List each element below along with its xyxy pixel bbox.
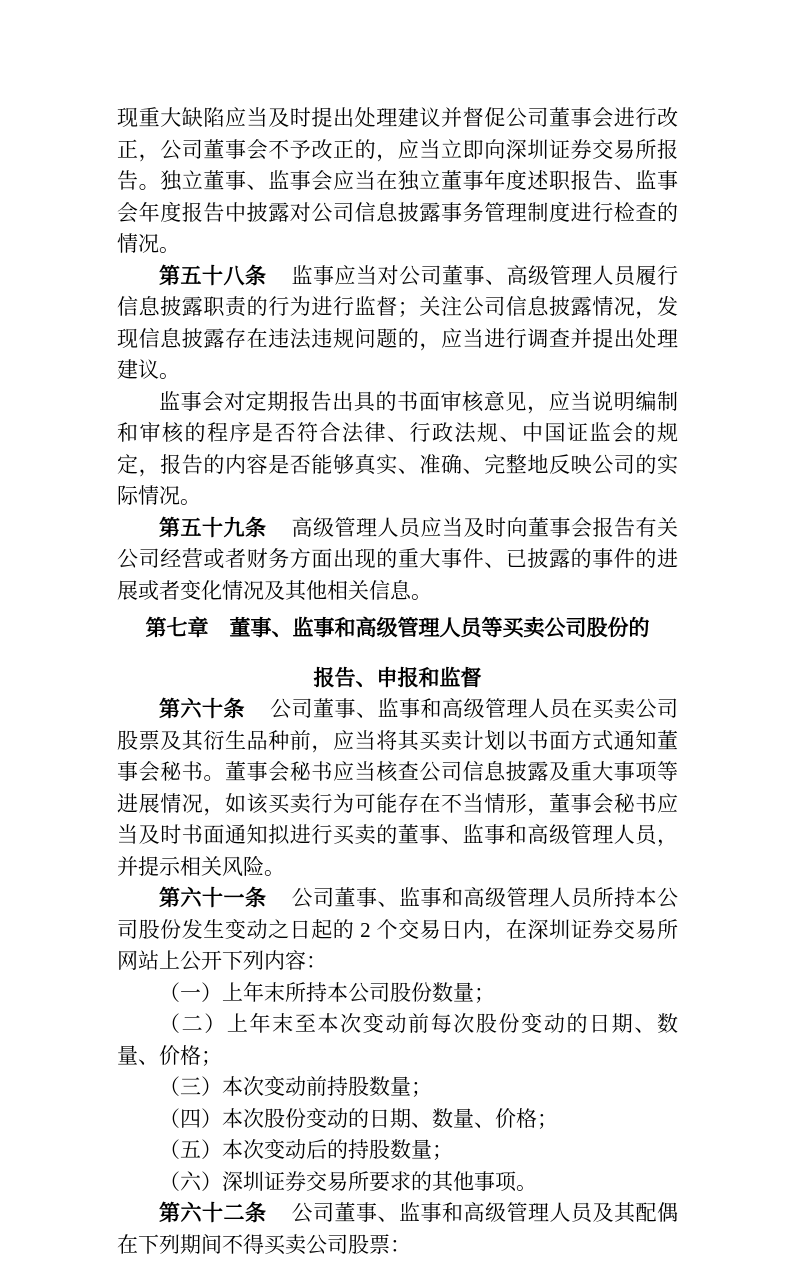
article-number: 第五十八条 — [159, 263, 267, 288]
paragraph-text: 现重大缺陷应当及时提出处理建议并督促公司董事会进行改正，公司董事会不予改正的，应当立即向深圳证券交易所报告。独立董事、监事会应当在独立董事年度述职报告、监事会年度报告中披露对公司信息披露事务管理制度进行检查的情况。 — [117, 106, 678, 256]
paragraph-text: （二）上年末至本次变动前每次股份变动的日期、数量、价格； — [117, 1012, 678, 1068]
paragraph-text: 公司董事、监事和高级管理人员在买卖公司股票及其衍生品种前，应当将其买卖计划以书面方式通知董事会秘书。董事会秘书应当核查公司信息披露及重大事项等进展情况，如该买卖行为可能存在不当情形，董事会秘书应当及时书面通知拟进行买卖的董事、监事和高级管理人员，并提示相关风险。 — [117, 697, 678, 879]
paragraph-text: 公司董事、监事和高级管理人员及其配偶在下列期间不得买卖公司股票： — [117, 1201, 678, 1257]
chapter-heading — [117, 663, 678, 695]
paragraph-text: （三）本次变动前持股数量； — [159, 1075, 432, 1099]
article-paragraph — [117, 261, 678, 387]
paragraph-text: 公司董事、监事和高级管理人员所持本公司股份发生变动之日起的 2 个交易日内，在深圳证券交易所网站上公开下列内容： — [117, 886, 678, 973]
list-item — [117, 978, 678, 1010]
list-item — [117, 1135, 678, 1167]
document-body — [117, 103, 678, 1261]
article-number: 第六十一条 — [159, 886, 267, 910]
paragraph-text: 监事应当对公司董事、高级管理人员履行信息披露职责的行为进行监督；关注公司信息披露情况，发现信息披露存在违法违规问题的，应当进行调查并提出处理建议。 — [117, 263, 678, 382]
paragraph-text: （五）本次变动后的持股数量； — [159, 1138, 453, 1162]
article-paragraph — [117, 1198, 678, 1261]
article-paragraph — [117, 694, 678, 883]
list-item — [117, 1167, 678, 1199]
article-number: 第六十条 — [159, 697, 245, 721]
chapter-heading — [117, 613, 678, 645]
paragraph — [117, 387, 678, 513]
paragraph-text: 高级管理人员应当及时向董事会报告有关公司经营或者财务方面出现的重大事件、已披露的事件的进展或者变化情况及其他相关信息。 — [117, 515, 678, 603]
list-item — [117, 1009, 678, 1072]
paragraph-text: （一）上年末所持本公司股份数量； — [159, 980, 495, 1005]
paragraph-text: （四）本次股份变动的日期、数量、价格； — [159, 1106, 558, 1131]
paragraph-continuation — [117, 103, 678, 261]
paragraph-text: （六）深圳证券交易所要求的其他事项。 — [159, 1169, 537, 1194]
paragraph-text: 监事会对定期报告出具的书面审核意见，应当说明编制和审核的程序是否符合法律、行政法规、中国证监会的规定，报告的内容是否能够真实、准确、完整地反映公司的实际情况。 — [117, 389, 678, 508]
article-paragraph — [117, 883, 678, 978]
list-item — [117, 1104, 678, 1136]
heading-text: 第七章 董事、监事和高级管理人员等买卖公司股份的 — [145, 616, 650, 640]
article-number: 第六十二条 — [159, 1201, 267, 1225]
article-paragraph — [117, 513, 678, 608]
list-item — [117, 1072, 678, 1104]
article-number: 第五十九条 — [159, 515, 267, 540]
heading-text: 报告、申报和监督 — [313, 665, 482, 690]
